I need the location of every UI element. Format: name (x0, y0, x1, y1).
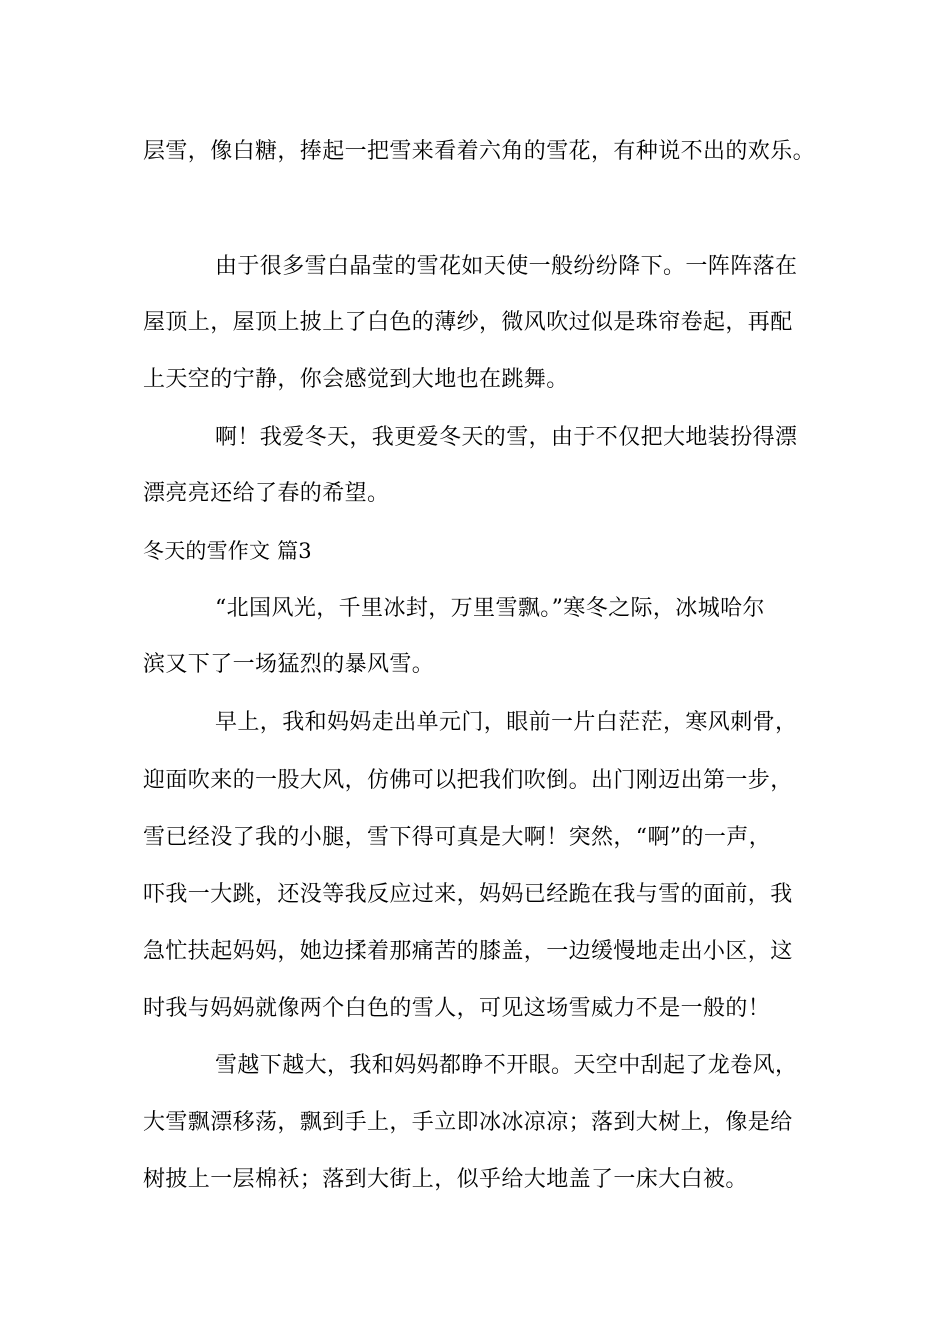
paragraph-line: 树披上一层棉袄；落到大街上，似乎给大地盖了一床大白被。 (143, 1167, 748, 1192)
paragraph-line: 屋顶上，屋顶上披上了白色的薄纱，微风吹过似是珠帘卷起，再配 (143, 310, 793, 335)
paragraph-line: 上天空的宁静，你会感觉到大地也在跳舞。 (143, 367, 569, 392)
paragraph-line: 吓我一大跳，还没等我反应过来，妈妈已经跪在我与雪的面前，我 (143, 882, 793, 907)
paragraph-line: 急忙扶起妈妈，她边揉着那痛苦的膝盖，一边缓慢地走出小区，这 (143, 939, 793, 964)
paragraph-line: 雪越下越大，我和妈妈都睁不开眼。天空中刮起了龙卷风， (215, 1053, 798, 1078)
paragraph-line: 由于很多雪白晶莹的雪花如天使一般纷纷降下。一阵阵落在 (215, 254, 798, 279)
paragraph-line: 啊！我爱冬天，我更爱冬天的雪，由于不仅把大地装扮得漂 (215, 425, 798, 450)
paragraph-line: 滨又下了一场猛烈的暴风雪。 (143, 652, 435, 677)
paragraph-line: 迎面吹来的一股大风，仿佛可以把我们吹倒。出门刚迈出第一步， (143, 768, 793, 793)
section-heading: 冬天的雪作文 篇3 (143, 539, 312, 563)
paragraph-line: 时我与妈妈就像两个白色的雪人，可见这场雪威力不是一般的！ (143, 996, 771, 1021)
paragraph-line: 层雪，像白糖，捧起一把雪来看着六角的雪花，有种说不出的欢乐。 (143, 139, 816, 164)
paragraph-line: 早上，我和妈妈走出单元门，眼前一片白茫茫，寒风刺骨， (215, 710, 798, 735)
paragraph-line: 雪已经没了我的小腿，雪下得可真是大啊！突然，“啊”的一声， (143, 825, 772, 850)
paragraph-line: “北国风光，千里冰封，万里雪飘。”寒冬之际，冰城哈尔 (215, 596, 765, 621)
paragraph-line: 漂亮亮还给了春的希望。 (143, 481, 390, 506)
paragraph-line: 大雪飘漂移荡，飘到手上，手立即冰冰凉凉；落到大树上，像是给 (143, 1110, 793, 1135)
